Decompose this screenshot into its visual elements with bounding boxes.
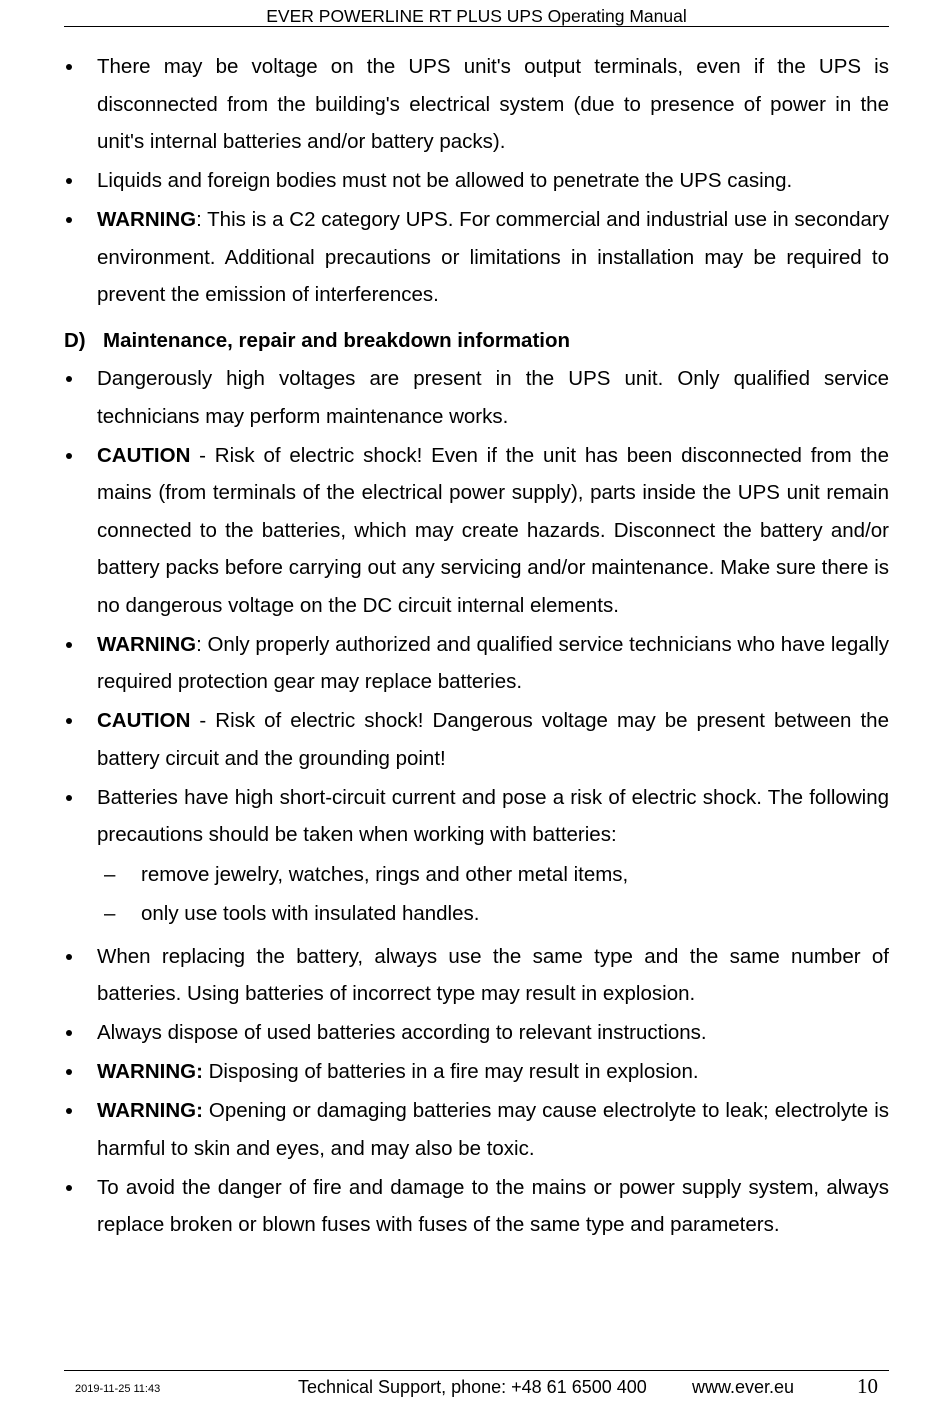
header-rule [64,26,889,27]
list-item [64,437,889,625]
item-lead: WARNING [97,208,197,231]
list-item [64,1053,889,1091]
section-heading [64,322,889,360]
item-lead: WARNING [97,632,197,656]
item-text: Opening or damaging batteries may cause electrolyte to leak; electrolyte is harmful to skin and eyes, and may also be toxic. [97,1099,889,1160]
item-text: Always dispose of used batteries according to relevant instructions. [97,1021,707,1044]
list-item [64,779,889,854]
list-item [64,1092,889,1167]
item-lead: CAUTION [97,443,191,467]
item-text: Batteries have high short-circuit current and pose a risk of electric shock. The following precautions should be taken when working with batteries: [97,785,889,846]
footer-date: 2019-11-25 11:43 [75,1383,161,1395]
dash-icon: – [104,862,116,886]
list-item [64,626,889,701]
page-content [64,48,889,1245]
list-item [64,702,889,777]
list-item [64,1169,889,1244]
sub-list-item [64,856,889,894]
item-text: : This is a C2 category UPS. For commercial and industrial use in secondary environment. Additional precautions or limitations in installation may be required to prevent the emission of interferences. [97,208,889,306]
list-item [64,162,889,200]
item-text: Disposing of batteries in a fire may result in explosion. [202,1060,699,1083]
page-number: 10 [857,1374,878,1398]
item-lead: WARNING: [97,1060,203,1083]
footer-rule [64,1370,889,1371]
item-lead: CAUTION [97,709,191,732]
item-text: - Risk of electric shock! Dangerous voltage may be present between the battery circuit and the grounding point! [97,709,889,770]
section-title: Maintenance, repair and breakdown information [103,328,571,352]
sub-item-text: remove jewelry, watches, rings and other metal items, [141,862,629,886]
item-lead: WARNING: [97,1099,203,1122]
page-header-title: EVER POWERLINE RT PLUS UPS Operating Manual [266,6,687,26]
item-text: : Only properly authorized and qualified service technicians who have legally required protection gear may replace batteries. [97,632,889,693]
list-item [64,201,889,314]
item-text: To avoid the danger of fire and damage to the mains or power supply system, always replace broken or blown fuses with fuses of the same type and parameters. [97,1175,889,1236]
list-item [64,360,889,435]
sub-list-item [64,895,889,933]
item-text: When replacing the battery, always use the same type and the same number of batteries. Using batteries of incorrect type may result in explosion. [97,944,889,1005]
item-text: Liquids and foreign bodies must not be allowed to penetrate the UPS casing. [97,169,793,192]
list-item [64,1014,889,1052]
section-letter: D) [64,328,86,352]
footer-support: Technical Support, phone: +48 61 6500 400 [298,1377,647,1397]
item-text: Dangerously high voltages are present in the UPS unit. Only qualified service technicians may perform maintenance works. [97,367,889,428]
list-item [64,48,889,161]
list-item [64,938,889,1013]
sub-item-text: only use tools with insulated handles. [141,902,480,925]
dash-icon: – [104,902,116,925]
footer-website: www.ever.eu [692,1377,795,1397]
item-text: - Risk of electric shock! Even if the unit has been disconnected from the mains (from terminals of the electrical power supply), parts inside the UPS unit remain connected to the batteries, which may create hazards. Disconnect the battery and/or battery packs before carrying out any servicing and/or maintenance. Make sure there is no dangerous voltage on the DC circuit internal elements. [97,443,889,617]
item-text: There may be voltage on the UPS unit's output terminals, even if the UPS is disconnected from the building's electrical system (due to presence of power in the unit's internal batteries and/or battery packs). [97,55,889,153]
